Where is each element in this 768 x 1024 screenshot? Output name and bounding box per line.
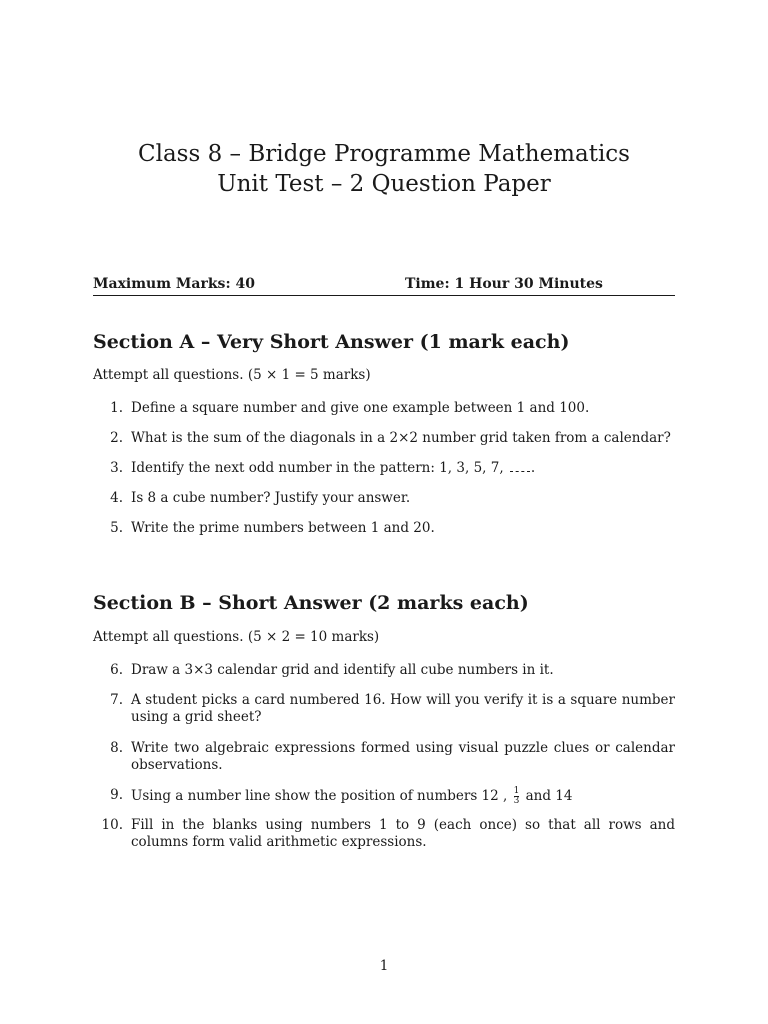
question-1 [93, 400, 675, 417]
question-number: 6. [110, 662, 123, 678]
question-number: 7. [110, 692, 123, 708]
question-text-after: and 14 [521, 788, 573, 804]
question-5 [93, 520, 675, 537]
question-7 [93, 692, 675, 726]
page-number: 1 [379, 958, 389, 974]
question-text: Using a number line show the position of numbers 12 , [131, 788, 512, 804]
question-number: 9. [110, 787, 123, 803]
question-9 [93, 787, 675, 806]
fraction-denominator: 3 [513, 796, 520, 806]
answer-blank [510, 461, 530, 472]
question-text: A student picks a card numbered 16. How will you verify it is a square number using a grid sheet? [131, 692, 675, 725]
title-line-1: Class 8 – Bridge Programme Mathematics [138, 141, 630, 167]
question-text: Write two algebraic expressions formed using visual puzzle clues or calendar observations. [131, 740, 675, 773]
section-a-heading: Section A – Very Short Answer (1 mark each) [93, 331, 570, 353]
question-number: 3. [110, 460, 123, 476]
question-6 [93, 662, 675, 679]
question-text: Fill in the blanks using numbers 1 to 9 (each once) so that all rows and columns form valid arithmetic expressions. [131, 817, 675, 850]
question-text: What is the sum of the diagonals in a 2×2 number grid taken from a calendar? [131, 430, 671, 446]
question-number: 2. [110, 430, 123, 446]
fraction-numerator: 1 [513, 786, 520, 796]
question-text: Write the prime numbers between 1 and 20. [131, 520, 435, 536]
question-number: 5. [110, 520, 123, 536]
question-10 [93, 817, 675, 851]
question-text: Identify the next odd number in the pattern: 1, 3, 5, 7, [131, 460, 508, 476]
question-4 [93, 490, 675, 507]
question-number: 1. [110, 400, 123, 416]
question-number: 8. [110, 740, 123, 756]
section-b-instruction: Attempt all questions. (5 × 2 = 10 marks) [93, 629, 380, 645]
header-divider [93, 295, 675, 296]
question-8 [93, 740, 675, 774]
fraction [514, 787, 520, 806]
question-text-wrapper [131, 460, 675, 477]
question-text: Is 8 a cube number? Justify your answer. [131, 490, 411, 506]
question-text-wrapper [131, 787, 675, 806]
maximum-marks: Maximum Marks: 40 [93, 276, 255, 292]
question-text: Define a square number and give one example between 1 and 100. [131, 400, 590, 416]
question-number: 4. [110, 490, 123, 506]
question-2 [93, 430, 675, 447]
section-b-heading: Section B – Short Answer (2 marks each) [93, 592, 529, 614]
question-number: 10. [101, 817, 123, 833]
title-line-2: Unit Test – 2 Question Paper [217, 171, 551, 197]
time-allowed: Time: 1 Hour 30 Minutes [405, 276, 603, 292]
section-a-instruction: Attempt all questions. (5 × 1 = 5 marks) [93, 367, 371, 383]
question-3 [93, 460, 675, 477]
question-text: Draw a 3×3 calendar grid and identify all cube numbers in it. [131, 662, 554, 678]
question-suffix: . [530, 460, 536, 476]
